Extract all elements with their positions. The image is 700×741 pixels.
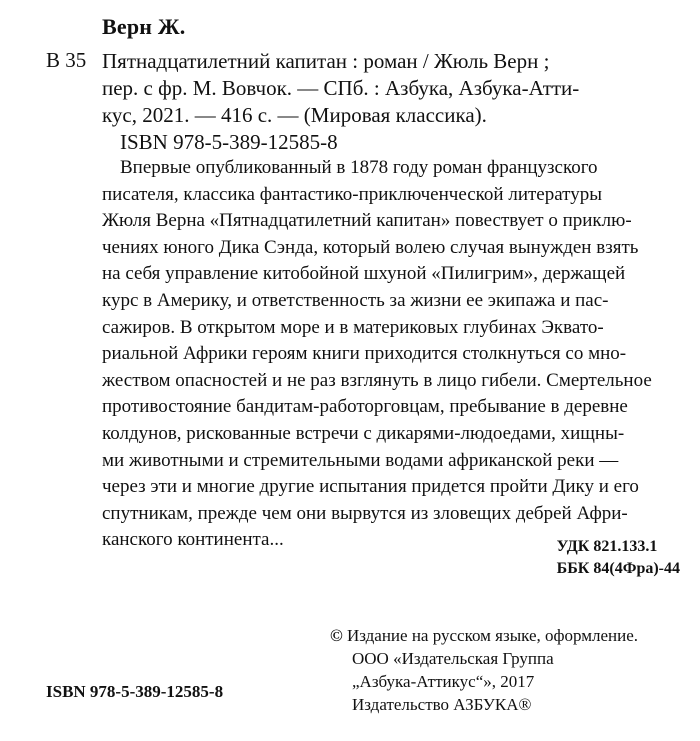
annotation-line: через эти и многие другие испытания придется пройти Дику и его bbox=[102, 476, 639, 498]
biblio-line: кус, 2021. — 416 с. — (Мировая классика). bbox=[102, 103, 487, 127]
annotation-line: риальной Африки героям книги приходится столкнуться со мно- bbox=[102, 343, 627, 365]
annotation-line: ми животными и стремительными водами африканской реки — bbox=[102, 449, 619, 471]
biblio-line: пер. с фр. М. Вовчок. — СПб. : Азбука, Азбука-Атти- bbox=[102, 76, 580, 100]
annotation-line: курс в Америку, и ответственность за жизни ее экипажа и пас- bbox=[102, 289, 609, 311]
annotation-line: Впервые опубликованный в 1878 году роман французского bbox=[120, 157, 598, 178]
udk-index: УДК 821.133.1 bbox=[556, 538, 658, 555]
annotation-line: жеством опасностей и не раз взглянуть в лицо гибели. Смертельное bbox=[102, 369, 652, 391]
copyright-line bbox=[330, 624, 690, 647]
copyright-text: Издание на русском языке, оформление. bbox=[346, 626, 639, 645]
author-heading: Верн Ж. bbox=[102, 14, 186, 39]
isbn-line: ISBN 978-5-389-12585-8 bbox=[120, 130, 338, 154]
annotation-line: колдунов, рискованные встречи с дикарями-людоедами, хищны- bbox=[102, 422, 625, 444]
copyright-symbol: © bbox=[330, 626, 343, 645]
annotation-line: чениях юного Дика Сэнда, который волею случая вынужден взять bbox=[102, 236, 639, 258]
annotation-line: канского континента... bbox=[102, 529, 284, 551]
copyright-line: „Азбука-Аттикус“», 2017 bbox=[352, 672, 535, 691]
bibliographic-record bbox=[102, 48, 692, 156]
classification-indexes bbox=[557, 536, 680, 580]
annotation-line: противостояние бандитам-работорговцам, пребывание в деревне bbox=[102, 396, 628, 418]
bbk-index: ББК 84(4Фра)-44 bbox=[556, 560, 680, 577]
annotation-line: писателя, классика фантастико-приключенческой литературы bbox=[102, 183, 602, 205]
annotation-line: на себя управление китобойной шхуной «Пилигрим», держащей bbox=[102, 263, 626, 285]
classification-code: В 35 bbox=[46, 48, 87, 72]
copyright-line: ООО «Издательская Группа bbox=[352, 649, 554, 668]
annotation-line: сажиров. В открытом море и в материковых глубинах Эквато- bbox=[102, 316, 604, 338]
footer-isbn: ISBN 978-5-389-12585-8 bbox=[46, 682, 224, 701]
copyright-block bbox=[330, 624, 690, 716]
annotation-paragraph bbox=[102, 155, 692, 554]
copyright-line: Издательство АЗБУКА® bbox=[352, 695, 532, 714]
annotation-line: Жюля Верна «Пятнадцатилетний капитан» повествует о приклю- bbox=[102, 210, 632, 232]
biblio-line: Пятнадцатилетний капитан : роман / Жюль Верн ; bbox=[102, 49, 550, 73]
annotation-line: спутникам, прежде чем они вырвутся из зловещих дебрей Афри- bbox=[102, 502, 628, 524]
